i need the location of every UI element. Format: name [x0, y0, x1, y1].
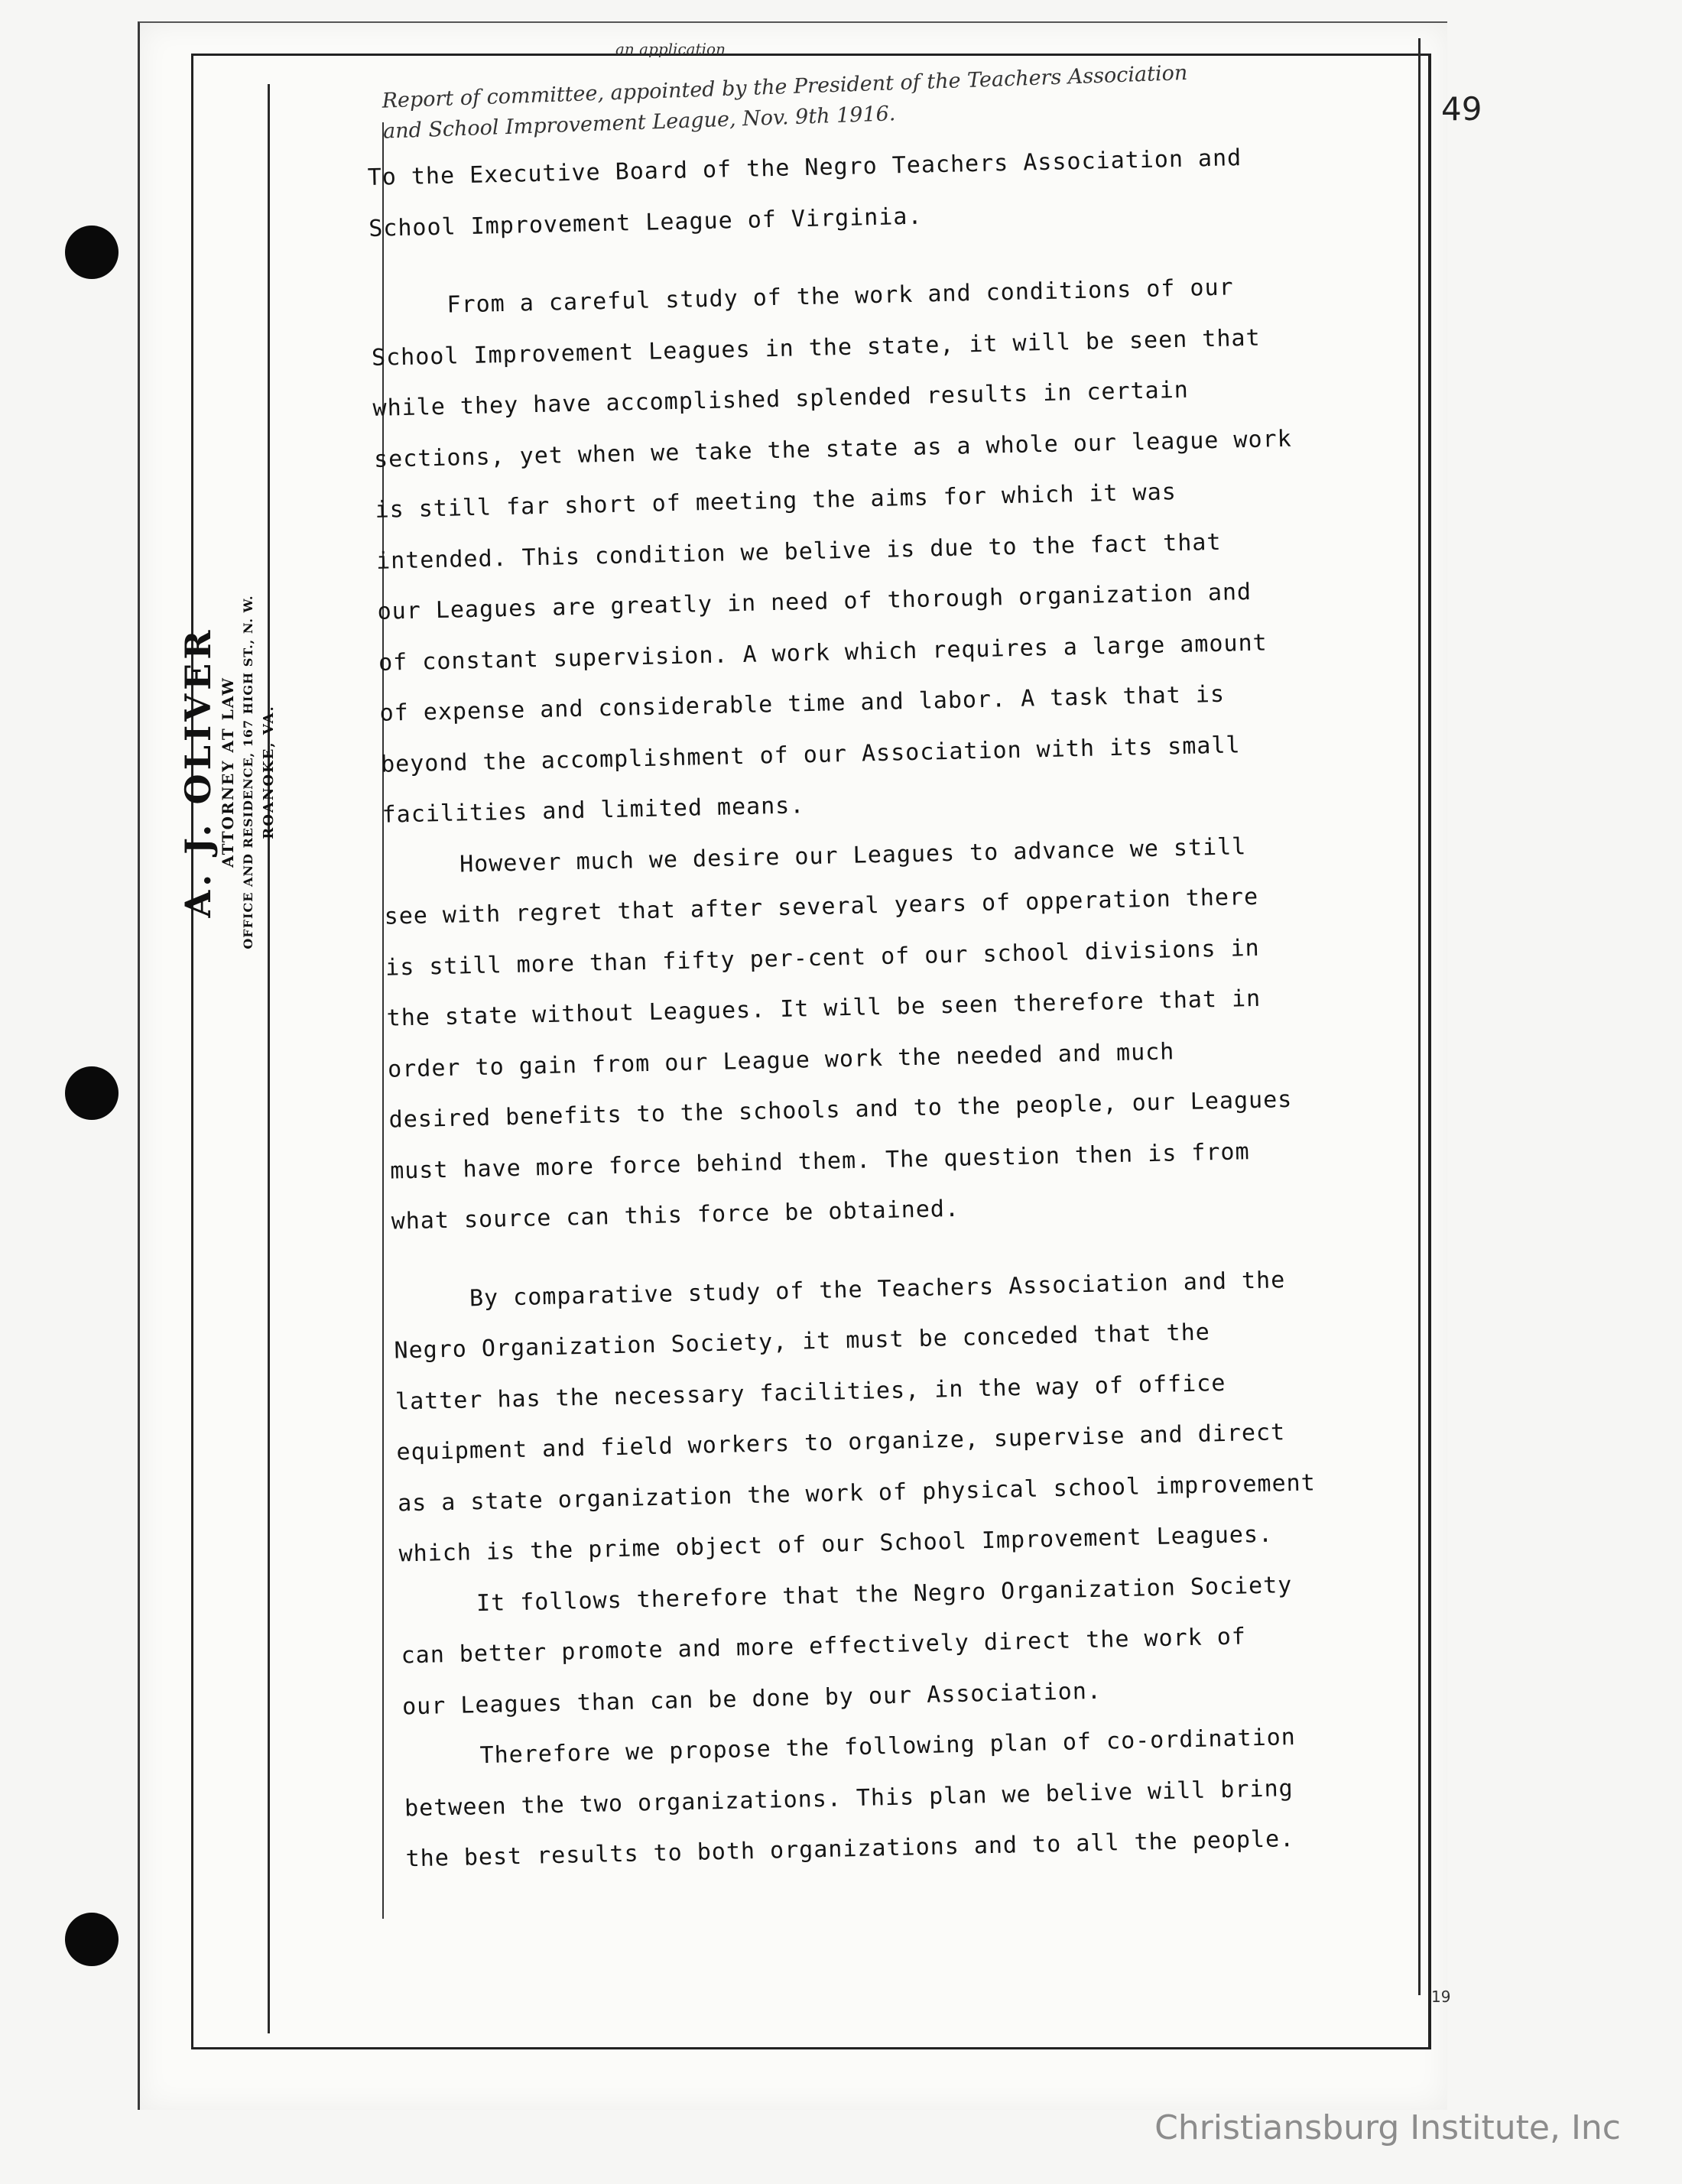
paragraph-line: Therefore we propose the following plan of co-ordination — [479, 1723, 1297, 1770]
paragraph-line: is still far short of meeting the aims for which it was — [375, 479, 1177, 524]
paragraph-line: the state without Leagues. It will be seen therefore that in — [386, 985, 1262, 1032]
corner-mark: 19 — [1431, 1988, 1451, 2006]
letter-body — [367, 129, 1462, 1919]
paragraph-line: our Leagues are greatly in need of thorough organization and — [377, 578, 1252, 625]
paragraph-line: intended. This condition we belive is due to the fact that — [375, 528, 1222, 575]
paragraph-line: our Leagues than can be done by our Association. — [401, 1677, 1102, 1720]
paragraph-line: latter has the necessary facilities, in the way of office — [395, 1369, 1226, 1416]
paragraph-line: School Improvement Leagues in the state, it will be seen that — [371, 324, 1261, 372]
letterhead-divider — [268, 84, 270, 2033]
paragraph-line: equipment and field workers to organize, supervise and direct — [396, 1419, 1286, 1466]
paragraph-line: desired benefits to the schools and to the people, our Leagues — [388, 1086, 1293, 1134]
paragraph-line: the best results to both organizations and to all the people. — [405, 1825, 1295, 1873]
paragraph-line: From a careful study of the work and conditions of our — [446, 274, 1235, 319]
paragraph-line: Negro Organization Society, it must be conceded that the — [394, 1319, 1211, 1365]
paragraph-line: while they have accomplished splended results in certain — [372, 376, 1190, 422]
paragraph-line: of expense and considerable time and labor. A task that is — [379, 680, 1226, 727]
letterhead-name: A. J. OLIVER — [177, 626, 219, 918]
paragraph-line: is still more than fifty per-cent of our school divisions in — [385, 934, 1260, 982]
paragraph-line: can better promote and more effectively direct the work of — [401, 1623, 1247, 1670]
paragraph-line: see with regret that after several years of opperation there — [384, 883, 1259, 930]
letterhead-block — [179, 595, 280, 949]
letterhead-city: ROANOKE, VA. — [261, 705, 277, 839]
paragraph-line: However much we desire our Leagues to advance we still — [459, 832, 1247, 878]
letterhead-title: ATTORNEY AT LAW — [219, 677, 237, 868]
paragraph-line: beyond the accomplishment of our Association with its small — [380, 731, 1241, 778]
salutation-line: To the Executive Board of the Negro Teachers Association and — [367, 144, 1242, 191]
salutation-line: School Improvement League of Virginia. — [368, 203, 923, 242]
paragraph-line: what source can this force be obtained. — [391, 1195, 960, 1235]
handwritten-header-line-1: Report of committee, appointed by the President of the Teachers Association — [382, 60, 1188, 113]
punch-hole-bottom — [65, 1913, 119, 1966]
paragraph-line: It follows therefore that the Negro Organization Society — [476, 1571, 1293, 1617]
paragraph-line: which is the prime object of our School Improvement Leagues. — [398, 1520, 1274, 1568]
punch-hole-top — [65, 226, 119, 279]
paragraph-line: sections, yet when we take the state as a whole our league work — [373, 425, 1293, 473]
archive-watermark: Christiansburg Institute, Inc — [1154, 2108, 1621, 2147]
letterhead-address: OFFICE AND RESIDENCE, 167 HIGH ST., N. W. — [241, 595, 255, 949]
paragraph-line: must have more force behind them. The question then is from — [389, 1137, 1250, 1185]
paragraph-line: order to gain from our League work the needed and much — [387, 1037, 1175, 1083]
punch-hole-middle — [65, 1066, 119, 1120]
handwritten-insert: an application — [615, 40, 726, 58]
page-number: 49 — [1441, 90, 1482, 128]
paragraph-line: of constant supervision. A work which requires a large amount — [378, 628, 1268, 677]
paragraph-line: By comparative study of the Teachers Association and the — [469, 1266, 1286, 1312]
handwritten-header-line-2: and School Improvement League, Nov. 9th 1916. — [382, 102, 896, 144]
paragraph-line: as a state organization the work of physical school improvement — [397, 1468, 1317, 1517]
paragraph-line: facilities and limited means. — [382, 792, 805, 829]
paragraph-line: between the two organizations. This plan we belive will bring — [404, 1774, 1294, 1822]
